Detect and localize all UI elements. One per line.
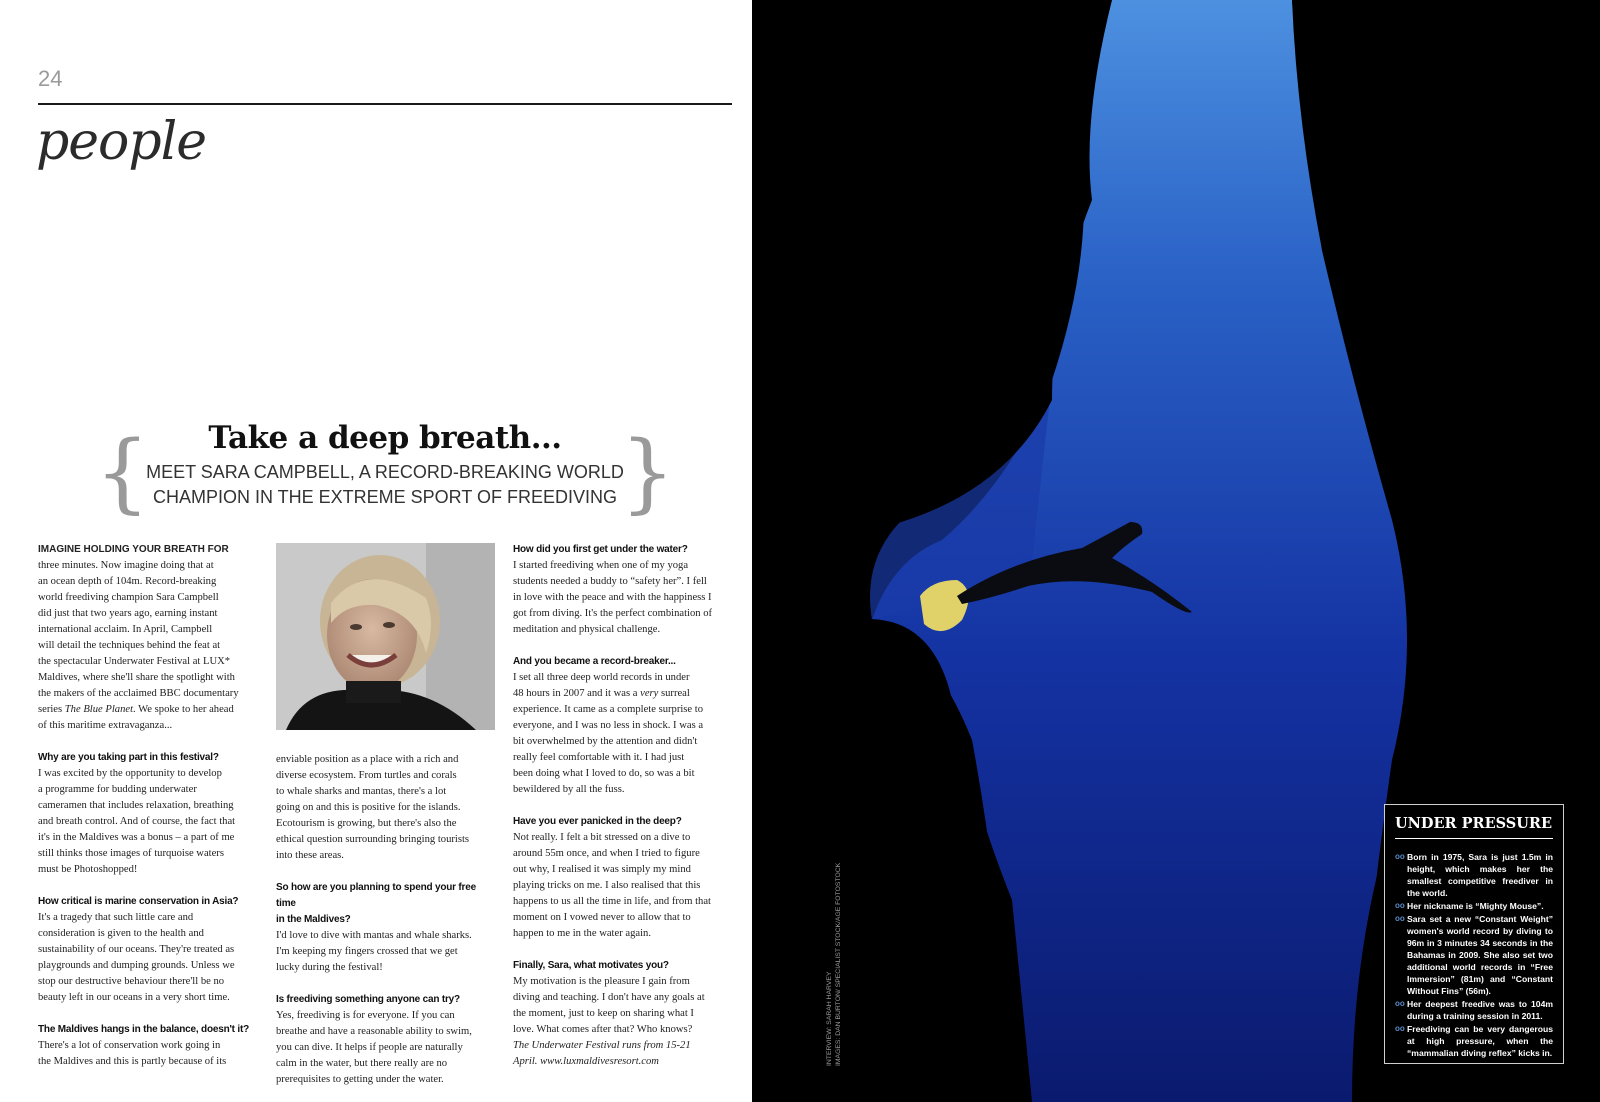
list-item-text: Born in 1975, Sara is just 1.5m in height, which makes her the smallest competitive freediver in the world.: [1407, 852, 1553, 898]
body-line: diverse ecosystem. From turtles and corals: [276, 770, 457, 781]
body-line: [513, 686, 735, 702]
body-line: lucky during the festival!: [276, 962, 383, 973]
portrait-photo: [276, 543, 495, 730]
body-line: Maldives, where she'll share the spotlight with: [38, 672, 235, 683]
article-column-1: [38, 542, 258, 1070]
body-line: it's in the Maldives was a bonus – a part of me: [38, 832, 235, 843]
body-line: around 55m once, and when I tried to figure: [513, 848, 700, 859]
list-item-text: Freediving can be very dangerous at high pressure, when the “mammalian diving reflex” kicks in.: [1407, 1024, 1553, 1058]
question: Have you ever panicked in the deep?: [513, 816, 682, 827]
body-line: the moment, just to keep on sharing what I: [513, 1008, 694, 1019]
body-line: bewildered by all the fuss.: [513, 784, 625, 795]
bullet-icon: oo: [1395, 914, 1405, 923]
body-line: My motivation is the pleasure I gain from: [513, 976, 690, 987]
body-line: the makers of the acclaimed BBC documentary: [38, 688, 239, 699]
body-line: Yes, freediving is for everyone. If you can: [276, 1010, 455, 1021]
paragraph-gap: [38, 734, 258, 750]
question: The Maldives hangs in the balance, doesn't it?: [38, 1024, 249, 1035]
body-line: I was excited by the opportunity to develop: [38, 768, 222, 779]
body-line: happen to me in the water again.: [513, 928, 651, 939]
question: Why are you taking part in this festival?: [38, 752, 219, 763]
body-line: experience. It came as a complete surprise to: [513, 704, 704, 715]
body-line: to whale sharks and mantas, there's a lot: [276, 786, 447, 797]
question: How did you first get under the water?: [513, 544, 688, 555]
body-line: out why, I realised it was simply my mind: [513, 864, 691, 875]
right-brace: }: [620, 423, 675, 523]
festival-note: The Underwater Festival runs from 15-21: [513, 1040, 691, 1051]
left-page: [0, 0, 752, 1102]
dek: [95, 460, 675, 510]
paragraph-gap: [513, 942, 735, 958]
body-line: three minutes. Now imagine doing that at: [38, 560, 214, 571]
right-page-photo: [752, 0, 1600, 1102]
left-brace: {: [95, 423, 150, 523]
body-line: playgrounds and dumping grounds. Unless we: [38, 960, 235, 971]
body-line: really feel comfortable with it. I had just: [513, 752, 685, 763]
body-line: going on and this is positive for the islands.: [276, 802, 461, 813]
portrait-illustration: [276, 543, 495, 730]
body-line: love. What comes after that? Who knows?: [513, 1024, 693, 1035]
article-column-2: [276, 752, 498, 1088]
body-line: been doing what I loved to do, so was a bit: [513, 768, 695, 779]
body-line: Ecotourism is growing, but there's also the: [276, 818, 457, 829]
sidebar-list: [1395, 851, 1553, 1059]
body-line: calm in the water, but there really are no: [276, 1058, 448, 1069]
page-number: 24: [38, 66, 63, 91]
body-line: stop our destructive behaviour there'll be no: [38, 976, 225, 987]
body-line: It's a tragedy that such little care and: [38, 912, 194, 923]
body-text: 48 hours in 2007 and it was a: [513, 688, 641, 699]
list-item: [1395, 913, 1553, 997]
question: And you became a record-breaker...: [513, 656, 676, 667]
body-line: [38, 702, 258, 718]
body-line: bit overwhelmed by the attention and didn't: [513, 736, 698, 747]
body-line: the Maldives and this is partly because of its: [38, 1056, 227, 1067]
list-item: [1395, 998, 1553, 1022]
body-line: everyone, and I was no less in shock. I was a: [513, 720, 704, 731]
italic-title: The Blue Planet: [64, 704, 134, 715]
credit-line: IMAGES: DAN BURTON/ SPECIALIST STOCK/AGE FOTOSTOCK: [835, 862, 842, 1066]
question: So how are you planning to spend your free time: [276, 882, 476, 909]
body-line: I'm keeping my fingers crossed that we get: [276, 946, 458, 957]
paragraph-gap: [38, 878, 258, 894]
body-text: surreal: [658, 688, 690, 699]
body-line: playing tricks on me. I also realised that this: [513, 880, 701, 891]
body-line: I'd love to dive with mantas and whale sharks.: [276, 930, 472, 941]
body-line: in love with the peace and with the happiness I: [513, 592, 712, 603]
paragraph-gap: [513, 638, 735, 654]
intro-lead: IMAGINE HOLDING YOUR BREATH FOR: [38, 544, 229, 555]
sidebar-title: UNDER PRESSURE: [1395, 815, 1553, 839]
headline-block: [95, 420, 675, 523]
body-line: cameramen that includes relaxation, breathing: [38, 800, 234, 811]
body-line: still thinks those images of turquoise waters: [38, 848, 224, 859]
article-column-3: [513, 542, 735, 1070]
section-title: people: [36, 112, 207, 172]
body-line: the spectacular Underwater Festival at LUX*: [38, 656, 231, 667]
body-line: and breath control. And of course, the fact that: [38, 816, 236, 827]
body-line: international acclaim. In April, Campbell: [38, 624, 213, 635]
body-line: did just that two years ago, earning instant: [38, 608, 218, 619]
body-text: series: [38, 704, 65, 715]
list-item-text: Her deepest freedive was to 104m during a training session in 2011.: [1407, 999, 1553, 1021]
body-line: prerequisites to getting under the water.: [276, 1074, 444, 1085]
body-line: consideration is given to the health and: [38, 928, 204, 939]
bullet-icon: oo: [1395, 852, 1405, 861]
festival-url: April. www.luxmaldivesresort.com: [513, 1056, 659, 1067]
question: Is freediving something anyone can try?: [276, 994, 460, 1005]
body-line: Not really. I felt a bit stressed on a dive to: [513, 832, 691, 843]
body-line: beauty left in our oceans in a very short time.: [38, 992, 230, 1003]
body-line: There's a lot of conservation work going in: [38, 1040, 221, 1051]
body-line: of this maritime extravaganza...: [38, 720, 173, 731]
body-line: got from diving. It's the perfect combination of: [513, 608, 713, 619]
body-line: happens to us all the time in life, and from that: [513, 896, 711, 907]
body-line: a programme for budding underwater: [38, 784, 197, 795]
body-line: I started freediving when one of my yoga: [513, 560, 689, 571]
question: in the Maldives?: [276, 914, 351, 925]
body-line: an ocean depth of 104m. Record-breaking: [38, 576, 217, 587]
bullet-icon: oo: [1395, 1024, 1405, 1033]
body-line: sustainability of our oceans. They're treated as: [38, 944, 235, 955]
body-line: must be Photoshopped!: [38, 864, 138, 875]
body-line: moment on I vowed never to allow that to: [513, 912, 691, 923]
paragraph-gap: [276, 976, 498, 992]
body-line: will detail the techniques behind the feat at: [38, 640, 221, 651]
under-pressure-sidebar: [1384, 804, 1564, 1064]
paragraph-gap: [276, 864, 498, 880]
headline: Take a deep breath...: [208, 420, 562, 456]
paragraph-gap: [38, 1006, 258, 1022]
body-line: enviable position as a place with a rich and: [276, 754, 459, 765]
dek-line: MEET SARA CAMPBELL, A RECORD-BREAKING WORLD: [146, 462, 624, 482]
body-line: I set all three deep world records in under: [513, 672, 690, 683]
paragraph-gap: [513, 798, 735, 814]
photo-credits: [825, 863, 843, 1066]
body-line: diving and teaching. I don't have any goals at: [513, 992, 705, 1003]
body-line: you can dive. It helps if people are naturally: [276, 1042, 463, 1053]
question: How critical is marine conservation in Asia?: [38, 896, 239, 907]
list-item: [1395, 900, 1553, 912]
body-line: students needed a buddy to “safety her”. I fell: [513, 576, 707, 587]
list-item-text: Sara set a new “Constant Weight” women's world record by diving to 96m in 3 minutes 34 seconds in the Bahamas in 2009. She also set two additional world records in “Free Immersion” (81m) and “Constant Without Fins” (56m).: [1407, 914, 1553, 996]
question: Finally, Sara, what motivates you?: [513, 960, 669, 971]
credit-line: INTERVIEW: SARAH HARVEY: [826, 971, 833, 1066]
body-line: into these areas.: [276, 850, 344, 861]
body-text: . We spoke to her ahead: [133, 704, 234, 715]
header-rule: [38, 103, 732, 105]
body-line: ethical question surrounding bringing tourists: [276, 834, 470, 845]
bullet-icon: oo: [1395, 901, 1405, 910]
list-item-text: Her nickname is “Mighty Mouse”.: [1407, 901, 1544, 911]
italic-word: very: [640, 688, 659, 699]
bullet-icon: oo: [1395, 999, 1405, 1008]
list-item: [1395, 851, 1553, 899]
list-item: [1395, 1023, 1553, 1059]
body-line: breathe and have a reasonable ability to swim,: [276, 1026, 472, 1037]
body-line: meditation and physical challenge.: [513, 624, 661, 635]
dek-line: CHAMPION IN THE EXTREME SPORT OF FREEDIVING: [152, 487, 618, 507]
body-line: world freediving champion Sara Campbell: [38, 592, 219, 603]
